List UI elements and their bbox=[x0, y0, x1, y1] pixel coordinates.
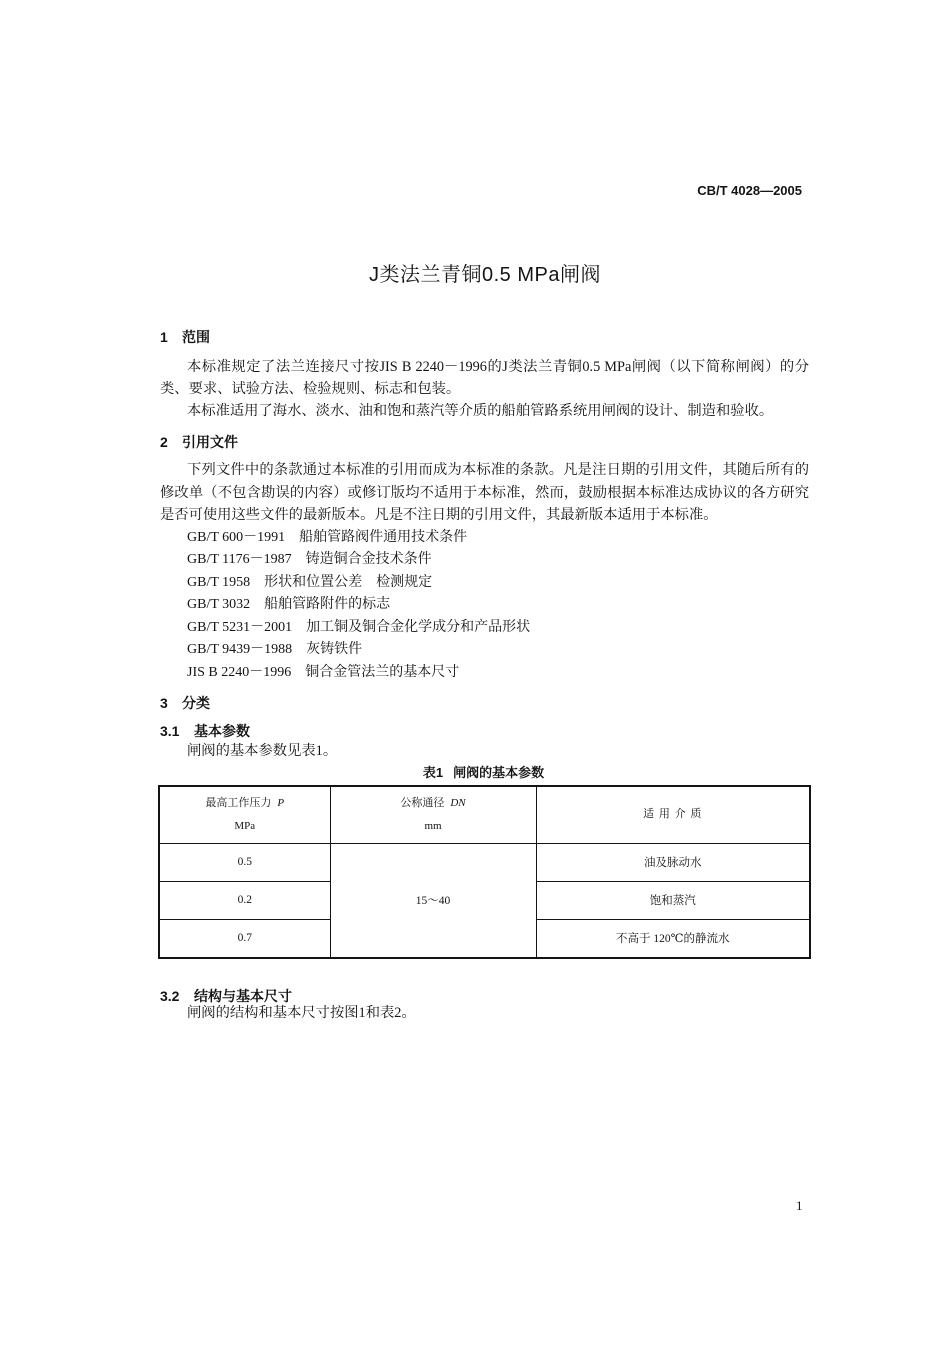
pressure-cell: 0.5 bbox=[159, 843, 330, 881]
reference-title: 船舶管路阀件通用技术条件 bbox=[299, 529, 468, 545]
reference-code: JIS B 2240－1996 bbox=[187, 664, 292, 680]
standard-code: CB/T 4028—2005 bbox=[697, 183, 802, 198]
section-2-heading bbox=[160, 431, 238, 453]
table-caption bbox=[158, 763, 809, 783]
section-3-heading bbox=[160, 692, 210, 714]
reference-item bbox=[187, 527, 809, 550]
subsection-title: 结构与基本尺寸 bbox=[194, 988, 292, 1004]
diameter-unit: mm bbox=[424, 819, 442, 832]
reference-list bbox=[160, 527, 809, 685]
reference-code: GB/T 9439－1988 bbox=[187, 642, 293, 657]
col-header-diameter bbox=[330, 786, 536, 843]
reference-code: GB/T 1176－1987 bbox=[187, 552, 292, 567]
reference-title: 船舶管路附件的标志 bbox=[264, 597, 391, 612]
reference-item bbox=[187, 639, 809, 662]
section-1-body bbox=[160, 356, 809, 422]
section-1-heading bbox=[160, 326, 210, 348]
reference-code: GB/T 5231－2001 bbox=[187, 619, 293, 635]
section-number: 1 bbox=[160, 329, 168, 345]
reference-title: 灰铸铁件 bbox=[306, 642, 363, 657]
section-title: 分类 bbox=[182, 695, 210, 711]
reference-item bbox=[187, 572, 809, 595]
subsection-number: 3.2 bbox=[160, 988, 180, 1004]
section-number: 2 bbox=[160, 434, 168, 450]
subsection-title: 基本参数 bbox=[194, 723, 250, 739]
reference-title: 加工铜及铜合金化学成分和产品形状 bbox=[306, 619, 531, 635]
pressure-cell: 0.7 bbox=[159, 919, 330, 958]
medium-cell: 油及脉动水 bbox=[536, 843, 810, 881]
section-number: 3 bbox=[160, 695, 168, 711]
reference-code: GB/T 1958 bbox=[187, 574, 251, 590]
subsection-3-2-text: 闸阀的结构和基本尺寸按图1和表2。 bbox=[187, 1005, 416, 1021]
col-header-pressure bbox=[159, 786, 330, 843]
table-row bbox=[159, 843, 810, 881]
table-title: 闸阀的基本参数 bbox=[453, 765, 545, 780]
paragraph: 本标准适用了海水、淡水、油和饱和蒸汽等介质的船舶管路系统用闸阀的设计、制造和验收。 bbox=[187, 403, 774, 419]
pressure-label: 最高工作压力 bbox=[205, 796, 272, 809]
document-title: J类法兰青铜0.5 MPa闸阀 bbox=[369, 264, 601, 286]
reference-code: GB/T 3032 bbox=[187, 597, 251, 612]
pressure-symbol: P bbox=[277, 796, 285, 809]
medium-cell: 不高于 120℃的静流水 bbox=[536, 919, 810, 958]
pressure-unit: MPa bbox=[234, 819, 256, 832]
subsection-3-1-heading bbox=[160, 720, 250, 742]
reference-title: 铸造铜合金技术条件 bbox=[305, 552, 432, 567]
paragraph: 本标准规定了法兰连接尺寸按JIS B 2240－1996的J类法兰青铜0.5 MPa闸阀（以下简称闸阀）的分类、要求、试验方法、检验规则、标志和包装。 bbox=[160, 359, 809, 397]
pressure-cell: 0.2 bbox=[159, 881, 330, 919]
reference-item bbox=[187, 549, 809, 572]
section-2-body bbox=[160, 459, 809, 684]
section-title: 范围 bbox=[182, 329, 210, 345]
page-number: 1 bbox=[796, 1198, 803, 1213]
table-header-row bbox=[159, 786, 810, 843]
diameter-label: 公称通径 bbox=[400, 796, 445, 809]
medium-cell: 饱和蒸汽 bbox=[536, 881, 810, 919]
basic-parameters-table bbox=[158, 785, 811, 959]
reference-item bbox=[187, 617, 809, 640]
table-label: 表1 bbox=[422, 765, 444, 780]
reference-title: 铜合金管法兰的基本尺寸 bbox=[305, 664, 460, 680]
subsection-number: 3.1 bbox=[160, 723, 180, 739]
diameter-symbol: DN bbox=[450, 796, 466, 809]
diameter-cell: 15～40 bbox=[330, 843, 536, 958]
subsection-3-1-text: 闸阀的基本参数见表1。 bbox=[187, 743, 338, 759]
col-header-medium: 适 用 介 质 bbox=[536, 786, 810, 843]
reference-item bbox=[187, 594, 809, 617]
section-title: 引用文件 bbox=[182, 434, 238, 450]
reference-item bbox=[187, 662, 809, 685]
paragraph: 下列文件中的条款通过本标准的引用而成为本标准的条款。凡是注日期的引用文件，其随后所有的修改单（不包含勘误的内容）或修订版均不适用于本标准，然而，鼓励根据本标准达成协议的各方研究是否可使用这些文件的最新版本。凡是不注日期的引用文件，其最新版本适用于本标准。 bbox=[160, 462, 809, 523]
reference-code: GB/T 600－1991 bbox=[187, 529, 286, 545]
reference-title: 形状和位置公差 检测规定 bbox=[264, 574, 433, 590]
